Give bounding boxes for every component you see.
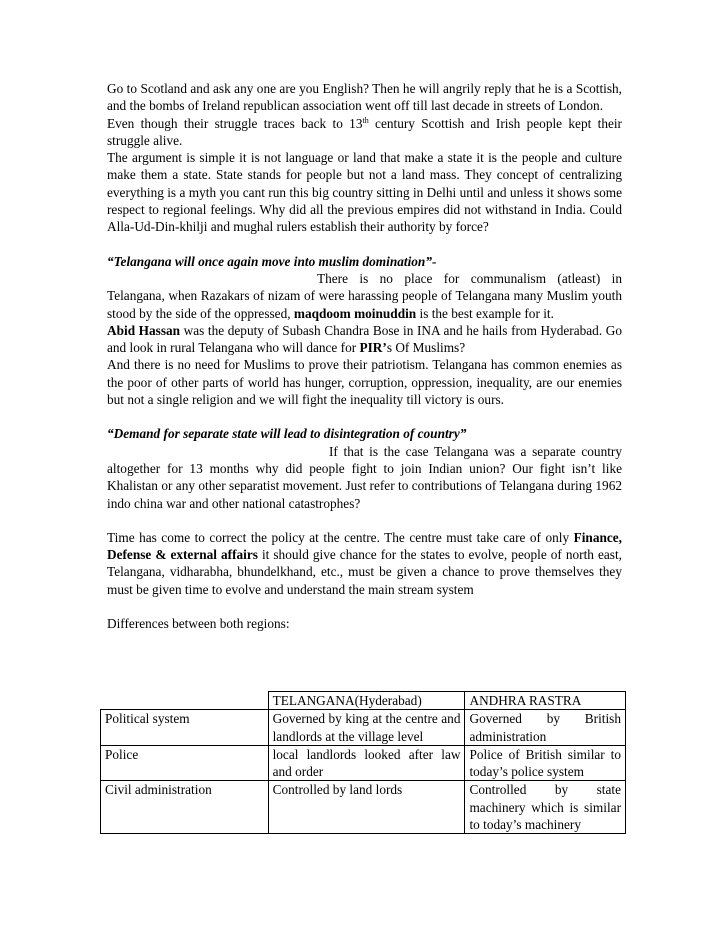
text-segment: it should give chance for the states to evolve, people of north east, Telangana, vidharabha, bhundelkhand, etc., must be given a chance to prove themselves they must be given time to evolve and understand the main stream system [107, 547, 622, 597]
text-segment: Even though their struggle traces back to 13 [107, 115, 363, 131]
comparison-table [100, 691, 626, 834]
text-segment: Time has come to correct the policy at the centre. The centre must take care of only [107, 529, 574, 545]
table-cell: Controlled by land lords [268, 781, 465, 834]
bold-name: Abid Hassan [107, 322, 181, 338]
paragraph-struggle [107, 115, 622, 150]
text-segment: s Of Muslims? [386, 340, 466, 356]
table-cell: Police [101, 745, 269, 781]
table-header-row [101, 692, 626, 710]
text-segment: There is no place for communalism (atleast) in Telangana, when Razakars of nizam of were harassing people of Telangana many Muslim youth stood by the side of the oppressed, [107, 270, 622, 321]
bold-term: Finance, Defense & external affairs [107, 529, 622, 563]
table-cell: Governed by British administration [465, 710, 626, 746]
table-header-cell: ANDHRA RASTRA [465, 692, 626, 710]
table-cell: local landlords looked after law and order [268, 745, 465, 781]
bold-term: PIR’ [359, 340, 387, 356]
paragraph-scotland: Go to Scotland and ask any one are you English? Then he will angrily reply that he is a Scottish, and the bombs of Ireland republican association went off till last decade in streets of London. [107, 81, 622, 114]
table-header-cell [101, 692, 269, 710]
paragraph-separate-country: If that is the case Telangana was a separate country altogether for 13 months why did people fight to join Indian union? Our fight isn’t like Khalistan or any other separatist movement. Just refer to contributions of Telangana during 1962 indo china war and other national catastrophes? [107, 443, 622, 511]
text-segment: is the best example for it. [416, 305, 554, 321]
paragraph-communalism [107, 270, 622, 322]
table-row [101, 745, 626, 781]
heading-disintegration: “Demand for separate state will lead to disintegration of country” [107, 426, 467, 442]
table-cell: Controlled by state machinery which is similar to today’s machinery [465, 781, 626, 834]
document-body [107, 80, 622, 632]
table-caption: Differences between both regions: [107, 616, 290, 632]
superscript: th [362, 115, 369, 125]
paragraph-abid-hassan [107, 322, 622, 357]
table-cell: Governed by king at the centre and landlords at the village level [268, 710, 465, 746]
table-row [101, 710, 626, 746]
text-segment: century Scottish and Irish people kept their struggle alive. [107, 115, 622, 148]
paragraph-argument: The argument is simple it is not language or land that make a state it is the people and culture make them a state. State stands for people but not a land mass. They concept of centralizing everything is a myth you cant run this big country sitting in Delhi until and unless it shows some respect to regional feelings. Why did all the previous empires did not withstand in India. Could Alla-Ud-Din-khilji and mughal rulers establish their authority by force? [107, 150, 622, 235]
text-segment: was the deputy of Subash Chandra Bose in INA and he hails from Hyderabad. Go and look in rural Telangana who will dance for [107, 322, 622, 356]
bold-name: maqdoom moinuddin [293, 305, 417, 321]
table-cell: Police of British similar to today’s police system [465, 745, 626, 781]
paragraph-policy [107, 529, 622, 598]
heading-muslim-domination: “Telangana will once again move into muslim domination”- [107, 253, 437, 269]
paragraph-patriotism: And there is no need for Muslims to prove their patriotism. Telangana has common enemies as the poor of other parts of world has hunger, corruption, oppression, inequality, are our enemies but not a single religion and we will fight the inequality till victory is ours. [107, 357, 622, 408]
table-cell: Political system [101, 710, 269, 746]
table-header-cell: TELANGANA(Hyderabad) [268, 692, 465, 710]
table-cell: Civil administration [101, 781, 269, 834]
table-row [101, 781, 626, 834]
